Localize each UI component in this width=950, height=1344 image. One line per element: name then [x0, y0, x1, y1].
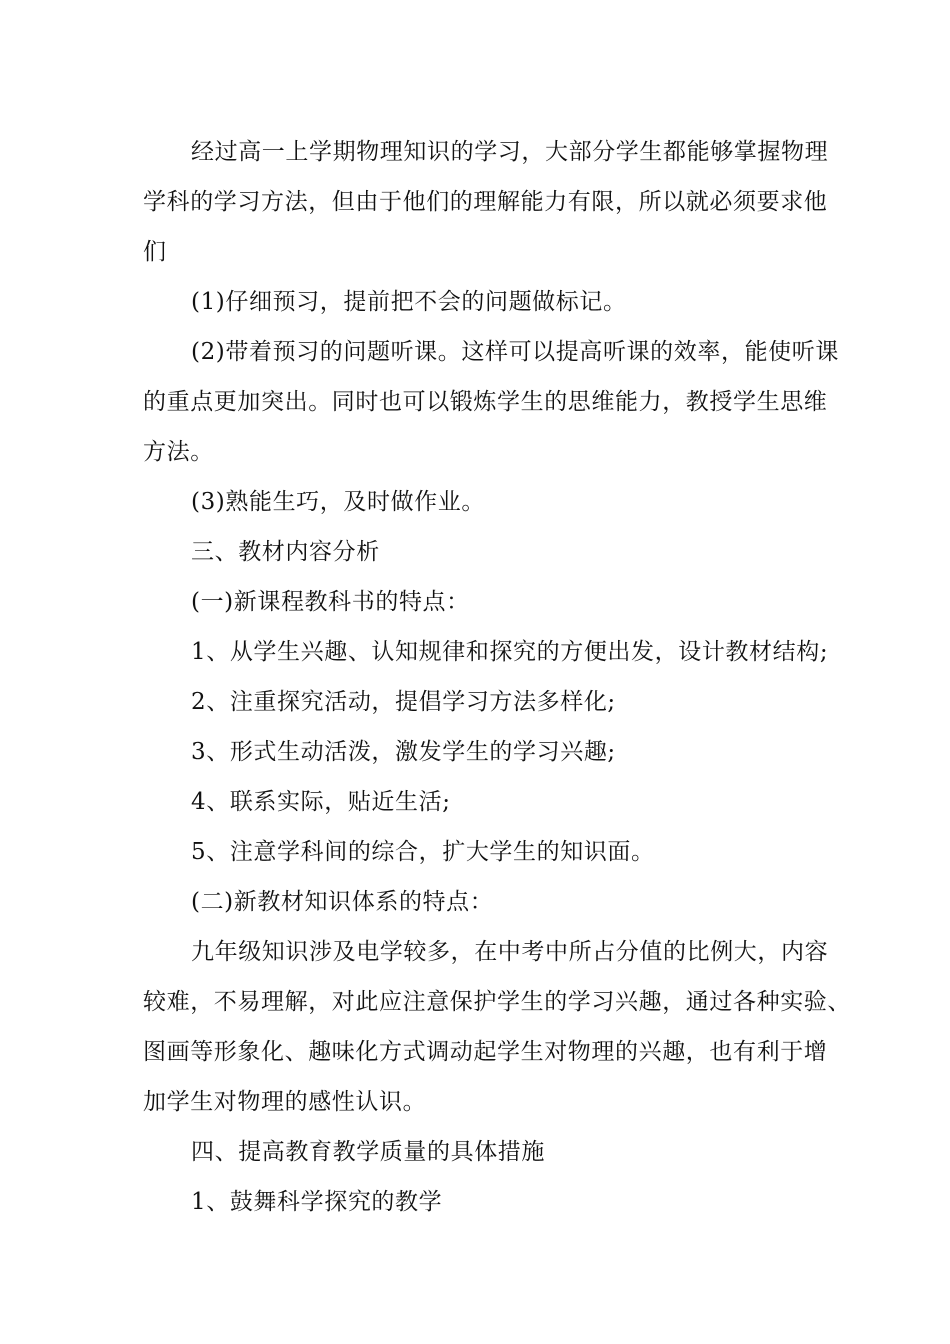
subsection-heading: (二)新教材知识体系的特点：	[191, 889, 494, 915]
paragraph-line: 们	[143, 239, 167, 265]
paragraph-line: 图画等形象化、趣味化方式调动起学生对物理的兴趣，也有利于增	[143, 1039, 828, 1065]
paragraph-line: 九年级知识涉及电学较多，在中考中所占分值的比例大，内容	[191, 939, 829, 965]
list-item: 1、从学生兴趣、认知规律和探究的方便出发，设计教材结构;	[191, 639, 829, 665]
list-item: 5、注意学科间的综合，扩大学生的知识面。	[191, 839, 655, 865]
section-heading: 四、提高教育教学质量的具体措施	[191, 1139, 545, 1165]
paragraph-line: 加学生对物理的感性认识。	[143, 1089, 427, 1115]
list-item: 3、形式生动活泼，激发学生的学习兴趣;	[191, 739, 616, 765]
list-item: 1、鼓舞科学探究的教学	[191, 1189, 443, 1215]
paragraph-line: 经过高一上学期物理知识的学习，大部分学生都能够掌握物理	[191, 139, 829, 165]
paragraph-line: 方法。	[143, 439, 214, 465]
subsection-heading: (一)新课程教科书的特点：	[191, 589, 470, 615]
paragraph-line: 学科的学习方法，但由于他们的理解能力有限，所以就必须要求他	[143, 189, 828, 215]
list-item: 4、联系实际，贴近生活;	[191, 789, 451, 815]
list-item: (2)带着预习的问题听课。这样可以提高听课的效率，能使听课	[191, 339, 839, 365]
paragraph-line: 较难，不易理解，对此应注意保护学生的学习兴趣，通过各种实验、	[143, 989, 851, 1015]
list-item: (1)仔细预习，提前把不会的问题做标记。	[191, 289, 627, 315]
section-heading: 三、教材内容分析	[191, 539, 380, 565]
list-item: (3)熟能生巧，及时做作业。	[191, 489, 485, 515]
list-item: 2、注重探究活动，提倡学习方法多样化;	[191, 689, 616, 715]
paragraph-line: 的重点更加突出。同时也可以锻炼学生的思维能力，教授学生思维	[143, 389, 828, 415]
